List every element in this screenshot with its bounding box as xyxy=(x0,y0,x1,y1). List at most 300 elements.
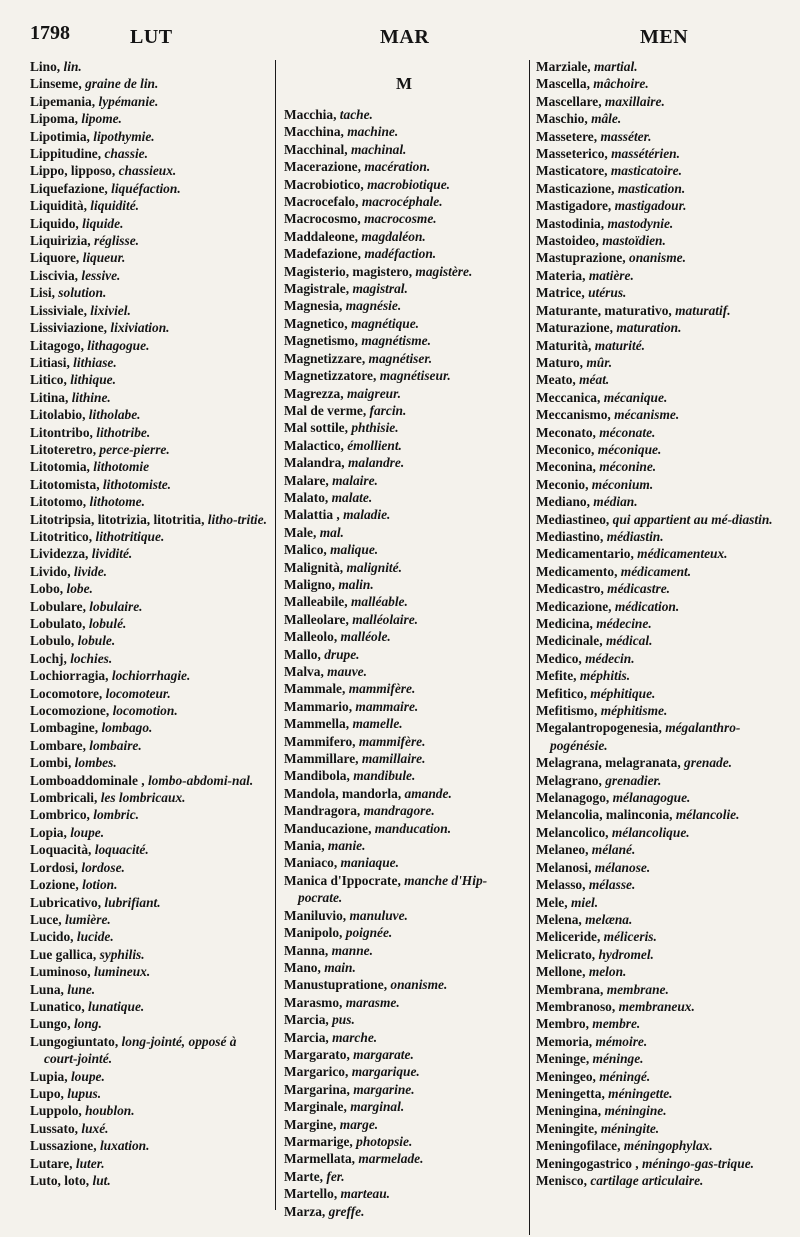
entry-term: Melagrana, melagranata, xyxy=(536,755,681,771)
entry-translation: malignité. xyxy=(346,559,402,575)
dictionary-entry xyxy=(536,650,778,667)
dictionary-entry xyxy=(284,1046,524,1063)
entry-term: Lussazione, xyxy=(30,1138,97,1154)
entry-translation: lobulaire. xyxy=(89,598,143,614)
entry-translation: mastodynie. xyxy=(607,215,674,231)
entry-term: Marcia, xyxy=(284,1012,329,1028)
entry-translation: méconate. xyxy=(599,424,656,440)
entry-translation: lupus. xyxy=(67,1085,102,1101)
dictionary-entry xyxy=(284,123,524,140)
column-divider xyxy=(529,60,530,1235)
entry-term: Lochj, xyxy=(30,650,67,666)
running-headword-left: LUT xyxy=(130,26,173,48)
entry-translation: maniaque. xyxy=(340,855,399,871)
dictionary-entry xyxy=(30,580,270,597)
dictionary-entry xyxy=(536,511,778,528)
entry-term: Mefitico, xyxy=(536,685,587,701)
dictionary-entry xyxy=(536,458,778,475)
entry-term: Martello, xyxy=(284,1186,338,1202)
entry-translation: médication. xyxy=(614,598,680,614)
dictionary-entry xyxy=(536,1102,778,1119)
entry-term: Litico, xyxy=(30,372,67,388)
dictionary-entry xyxy=(536,145,778,162)
dictionary-entry xyxy=(536,876,778,893)
dictionary-entry xyxy=(284,646,524,663)
dictionary-entry xyxy=(536,841,778,858)
entry-translation: matière. xyxy=(588,267,634,283)
dictionary-entry xyxy=(536,580,778,597)
entry-translation: lobulé. xyxy=(88,616,127,631)
entry-term: Masseterico, xyxy=(536,146,608,162)
dictionary-entry xyxy=(284,106,524,123)
dictionary-entry xyxy=(284,245,524,262)
entry-translation: lochies. xyxy=(70,650,113,666)
dictionary-entry xyxy=(284,210,524,227)
dictionary-entry xyxy=(30,128,270,145)
dictionary-entry xyxy=(30,1033,270,1068)
dictionary-entry xyxy=(536,667,778,684)
entry-translation: maigreur. xyxy=(346,385,401,401)
dictionary-entry xyxy=(30,737,270,754)
entry-term: Lucido, xyxy=(30,929,74,945)
dictionary-entry xyxy=(284,141,524,158)
entry-term: Medicamentario, xyxy=(536,546,634,562)
dictionary-entry xyxy=(30,267,270,284)
entry-term: Lordosi, xyxy=(30,859,78,875)
entry-term: Medicastro, xyxy=(536,581,604,597)
entry-term: Luto, loto, xyxy=(30,1173,90,1188)
entry-translation: mécanique. xyxy=(603,389,668,405)
dictionary-entry xyxy=(30,841,270,858)
entry-translation: lobule. xyxy=(77,633,116,649)
dictionary-entry xyxy=(536,563,778,580)
entry-translation: masticatoire. xyxy=(610,163,682,179)
entry-term: Lue gallica, xyxy=(30,946,97,962)
entry-term: Margine, xyxy=(284,1116,337,1132)
dictionary-entry xyxy=(536,267,778,284)
entry-term: Linseme, xyxy=(30,76,82,92)
entry-term: Mano, xyxy=(284,959,321,975)
entry-term: Melaneo, xyxy=(536,842,589,858)
dictionary-entry xyxy=(30,162,270,179)
entry-term: Lobulo, xyxy=(30,633,75,649)
entry-translation: mastigadour. xyxy=(614,198,687,214)
entry-translation: lessive. xyxy=(81,267,121,283)
entry-term: Lippo, lipposo, xyxy=(30,163,116,179)
entry-term: Marza, xyxy=(284,1203,326,1219)
entry-term: Liquido, xyxy=(30,215,79,231)
entry-translation: lin. xyxy=(63,59,82,74)
entry-term: Materia, xyxy=(536,267,586,283)
entry-translation: marginal. xyxy=(350,1099,405,1115)
entry-term: Lunatico, xyxy=(30,998,85,1014)
entry-translation: mâchoire. xyxy=(593,76,649,92)
entry-translation: maturatif. xyxy=(675,302,731,318)
entry-term: Manica d'Ippocrate, xyxy=(284,872,401,888)
entry-term: Litotritico, xyxy=(30,528,93,544)
entry-translation: liquidité. xyxy=(90,198,140,214)
entry-term: Meninge, xyxy=(536,1051,590,1067)
entry-term: Litiasi, xyxy=(30,354,70,370)
dictionary-entry xyxy=(536,632,778,649)
entry-term: Marginale, xyxy=(284,1099,347,1115)
entry-term: Locomotore, xyxy=(30,685,103,701)
dictionary-entry xyxy=(536,1137,778,1154)
entry-translation: loupe. xyxy=(70,1068,105,1084)
entry-term: Male, xyxy=(284,524,317,540)
dictionary-entry xyxy=(30,493,270,510)
dictionary-entry xyxy=(30,754,270,771)
entry-term: Lombricali, xyxy=(30,790,98,806)
entry-translation: mégalanthro-pogénésie. xyxy=(550,720,741,753)
dictionary-entry xyxy=(284,1168,524,1185)
entry-term: Magnetismo, xyxy=(284,333,359,349)
dictionary-entry xyxy=(284,280,524,297)
entry-translation: manie. xyxy=(327,838,366,854)
entry-term: Lombi, xyxy=(30,755,72,771)
dictionary-entry xyxy=(30,1120,270,1137)
entry-translation: malin. xyxy=(338,576,374,592)
entry-term: Macchinal, xyxy=(284,141,348,157)
entry-term: Lipoma, xyxy=(30,111,78,127)
entry-term: Magrezza, xyxy=(284,385,344,401)
dictionary-entry xyxy=(536,702,778,719)
dictionary-entry xyxy=(30,650,270,667)
entry-term: Mediano, xyxy=(536,494,590,510)
dictionary-entry xyxy=(284,506,524,523)
dictionary-entry xyxy=(536,824,778,841)
entry-term: Livido, xyxy=(30,563,71,579)
entry-term: Magnetico, xyxy=(284,315,348,331)
entry-translation: malléable. xyxy=(350,594,408,610)
entry-term: Meccanica, xyxy=(536,389,601,405)
entry-term: Massetere, xyxy=(536,128,598,144)
entry-translation: lipome. xyxy=(81,111,122,127)
entry-term: Litotripsia, litotrizia, litotritia, xyxy=(30,511,205,527)
entry-translation: mâle. xyxy=(591,111,622,127)
dictionary-entry xyxy=(284,698,524,715)
entry-term: Lividezza, xyxy=(30,546,89,562)
entry-translation: lochiorrhagie. xyxy=(111,668,191,684)
entry-term: Margarina, xyxy=(284,1081,350,1097)
entry-translation: malléolaire. xyxy=(352,611,419,627)
entry-term: Malleabile, xyxy=(284,594,348,610)
dictionary-entry xyxy=(30,75,270,92)
entry-translation: macrobiotique. xyxy=(367,176,451,192)
entry-translation: lithine. xyxy=(71,389,111,405)
entry-translation: magnésie. xyxy=(345,298,402,314)
entry-translation: macération. xyxy=(364,159,431,175)
dictionary-entry xyxy=(284,1063,524,1080)
entry-term: Malare, xyxy=(284,472,329,488)
entry-term: Medicinale, xyxy=(536,633,603,649)
dictionary-entry xyxy=(30,58,270,75)
dictionary-entry xyxy=(536,859,778,876)
entry-translation: méphitique. xyxy=(590,685,656,701)
entry-term: Masticazione, xyxy=(536,180,615,196)
dictionary-entry xyxy=(284,802,524,819)
entry-translation: graine de lin. xyxy=(85,76,159,92)
entry-term: Maniaco, xyxy=(284,855,338,871)
dictionary-entry xyxy=(536,337,778,354)
dictionary-entry xyxy=(30,946,270,963)
entry-term: Memoria, xyxy=(536,1033,593,1049)
entry-term: Lutare, xyxy=(30,1155,73,1171)
dictionary-entry xyxy=(284,315,524,332)
entry-term: Magistrale, xyxy=(284,281,350,297)
dictionary-entry xyxy=(284,1203,524,1220)
entry-translation: farcin. xyxy=(369,402,407,418)
entry-translation: amande. xyxy=(404,785,452,801)
entry-translation: marasme. xyxy=(345,994,400,1010)
entry-translation: réglisse. xyxy=(94,233,140,249)
entry-translation: maxillaire. xyxy=(604,93,665,109)
entry-translation: solution. xyxy=(58,285,107,301)
dictionary-entry xyxy=(536,1015,778,1032)
dictionary-entry xyxy=(30,215,270,232)
entry-translation: méningo-gas-trique. xyxy=(642,1155,754,1171)
dictionary-entry xyxy=(536,1085,778,1102)
entry-translation: magdaléon. xyxy=(361,228,426,244)
dictionary-entry xyxy=(30,876,270,893)
entry-translation: magistral. xyxy=(352,281,408,297)
entry-translation: lombes. xyxy=(74,755,117,771)
entry-translation: lumière. xyxy=(64,911,111,927)
entry-translation: manducation. xyxy=(374,820,452,836)
entry-translation: lune. xyxy=(67,981,96,997)
dictionary-entry xyxy=(30,824,270,841)
dictionary-entry xyxy=(536,789,778,806)
entry-translation: qui appartient au mé-diastin. xyxy=(612,511,773,527)
entry-translation: méconine. xyxy=(599,459,657,475)
entry-term: Meningite, xyxy=(536,1120,598,1136)
entry-translation: syphilis. xyxy=(99,946,145,962)
entry-term: Melagrano, xyxy=(536,772,602,788)
entry-term: Macrocefalo, xyxy=(284,194,359,210)
entry-term: Lissiviale, xyxy=(30,302,87,318)
dictionary-entry xyxy=(284,472,524,489)
dictionary-entry xyxy=(536,493,778,510)
entry-term: Marmarige, xyxy=(284,1133,353,1149)
dictionary-entry xyxy=(30,806,270,823)
entry-term: Megalantropogenesia, xyxy=(536,720,662,736)
entry-translation: méningophylax. xyxy=(623,1138,713,1154)
entry-translation: méningette. xyxy=(608,1085,673,1101)
dictionary-entry xyxy=(284,489,524,506)
dictionary-entry xyxy=(30,963,270,980)
entry-term: Litotomia, xyxy=(30,459,90,475)
entry-translation: lithotritique. xyxy=(95,528,165,544)
dictionary-entry xyxy=(536,232,778,249)
dictionary-entry xyxy=(30,424,270,441)
entry-translation: liqueur. xyxy=(82,250,126,266)
dictionary-entry xyxy=(30,319,270,336)
entry-translation: lixiviation. xyxy=(110,320,170,336)
dictionary-entry xyxy=(536,1033,778,1050)
entry-translation: mal. xyxy=(319,524,344,540)
entry-term: Liquirizia, xyxy=(30,233,91,249)
entry-term: Malico, xyxy=(284,542,327,558)
entry-term: Meconina, xyxy=(536,459,596,475)
entry-term: Lisi, xyxy=(30,285,55,301)
dictionary-entry xyxy=(284,437,524,454)
entry-term: Lobulare, xyxy=(30,598,86,614)
entry-term: Malleolo, xyxy=(284,629,338,645)
dictionary-entry xyxy=(284,593,524,610)
dictionary-entry xyxy=(536,806,778,823)
entry-term: Marziale, xyxy=(536,59,591,74)
entry-term: Mastodinia, xyxy=(536,215,605,231)
entry-term: Luminoso, xyxy=(30,964,91,980)
entry-term: Meningofilace, xyxy=(536,1138,621,1154)
entry-term: Mammale, xyxy=(284,681,346,697)
dictionary-entry xyxy=(30,1172,270,1189)
dictionary-entry xyxy=(30,998,270,1015)
entry-term: Malleolare, xyxy=(284,611,349,627)
entry-translation: malandre. xyxy=(348,455,405,471)
entry-translation: mammifère. xyxy=(358,733,426,749)
entry-term: Medicina, xyxy=(536,616,593,631)
dictionary-entry xyxy=(30,1155,270,1172)
entry-term: Mascellare, xyxy=(536,93,602,109)
entry-term: Meliceride, xyxy=(536,929,601,945)
entry-translation: lithagogue. xyxy=(87,337,150,353)
entry-translation: long. xyxy=(73,1016,102,1032)
entry-term: Meccanismo, xyxy=(536,407,611,423)
dictionary-entry xyxy=(536,528,778,545)
entry-translation: mandibule. xyxy=(353,768,416,784)
entry-term: Melicrato, xyxy=(536,946,596,962)
entry-translation: mémoire. xyxy=(595,1033,648,1049)
entry-translation: marmelade. xyxy=(358,1151,424,1167)
dictionary-entry xyxy=(536,424,778,441)
entry-term: Malignità, xyxy=(284,559,344,575)
dictionary-column-3 xyxy=(536,58,778,1189)
entry-translation: méningite. xyxy=(600,1120,660,1136)
entry-term: Mammella, xyxy=(284,716,350,732)
entry-term: Litontribo, xyxy=(30,424,93,440)
entry-translation: hydromel. xyxy=(598,946,654,962)
entry-translation: mélané. xyxy=(591,842,636,858)
dictionary-entry xyxy=(284,158,524,175)
dictionary-entry xyxy=(284,924,524,941)
entry-term: Meningina, xyxy=(536,1103,602,1119)
dictionary-entry xyxy=(536,911,778,928)
entry-translation: mélancolique. xyxy=(611,824,690,840)
entry-translation: phthisie. xyxy=(351,420,399,436)
dictionary-entry xyxy=(30,928,270,945)
entry-translation: pus. xyxy=(332,1012,355,1028)
dictionary-entry xyxy=(30,337,270,354)
dictionary-entry xyxy=(30,371,270,388)
entry-translation: machinal. xyxy=(350,141,407,157)
entry-translation: malate. xyxy=(331,489,373,505)
entry-translation: médecin. xyxy=(585,650,635,666)
entry-translation: mûr. xyxy=(586,354,613,370)
entry-term: Lombagine, xyxy=(30,720,99,736)
dictionary-entry xyxy=(30,302,270,319)
entry-translation: émollient. xyxy=(347,437,402,453)
dictionary-entry xyxy=(30,354,270,371)
dictionary-entry xyxy=(536,998,778,1015)
entry-term: Litolabio, xyxy=(30,407,86,423)
dictionary-entry xyxy=(30,232,270,249)
entry-term: Lubricativo, xyxy=(30,894,102,910)
dictionary-entry xyxy=(284,297,524,314)
entry-translation: méphitis. xyxy=(579,668,631,684)
dictionary-entry xyxy=(284,228,524,245)
dictionary-entry xyxy=(284,1133,524,1150)
dictionary-entry xyxy=(30,632,270,649)
entry-translation: marteau. xyxy=(340,1186,391,1202)
entry-term: Mandibola, xyxy=(284,768,350,784)
dictionary-entry xyxy=(536,1172,778,1189)
entry-translation: liquide. xyxy=(82,215,124,231)
entry-translation: lithotome. xyxy=(89,494,145,510)
entry-translation: chassieux. xyxy=(118,163,177,179)
entry-translation: mélanagogue. xyxy=(612,790,691,806)
entry-translation: membraneux. xyxy=(618,998,695,1014)
entry-term: Menisco, xyxy=(536,1173,587,1188)
entry-term: Lupia, xyxy=(30,1068,68,1084)
entry-translation: mastoïdien. xyxy=(602,233,666,249)
entry-translation: masséter. xyxy=(600,128,652,144)
entry-term: Maturante, maturativo, xyxy=(536,302,672,318)
entry-term: Malandra, xyxy=(284,455,345,471)
entry-translation: long-jointé, opposé à court-jointé. xyxy=(44,1033,237,1067)
entry-term: Mammario, xyxy=(284,698,353,714)
dictionary-entry xyxy=(30,110,270,127)
dictionary-entry xyxy=(284,367,524,384)
entry-term: Meconato, xyxy=(536,424,596,440)
entry-translation: lobe. xyxy=(66,581,93,597)
entry-translation: margarique. xyxy=(351,1064,420,1080)
dictionary-entry xyxy=(30,197,270,214)
entry-term: Mastoideo, xyxy=(536,233,599,249)
entry-term: Meningeo, xyxy=(536,1068,596,1084)
entry-term: Meconico, xyxy=(536,441,595,457)
entry-translation: locomoteur. xyxy=(105,685,171,701)
dictionary-entry xyxy=(536,598,778,615)
entry-term: Margarato, xyxy=(284,1046,350,1062)
entry-term: Liquefazione, xyxy=(30,180,108,196)
entry-term: Marasmo, xyxy=(284,994,343,1010)
dictionary-entry xyxy=(284,193,524,210)
dictionary-entry xyxy=(536,772,778,789)
entry-term: Magnesia, xyxy=(284,298,343,314)
entry-term: Manna, xyxy=(284,942,329,958)
running-header xyxy=(0,22,800,52)
entry-term: Malattia , xyxy=(284,507,340,523)
entry-term: Malato, xyxy=(284,489,329,505)
dictionary-entry xyxy=(284,1029,524,1046)
section-letter: M xyxy=(395,74,413,93)
entry-translation: membre. xyxy=(592,1016,641,1032)
entry-translation: lumineux. xyxy=(94,964,151,980)
entry-term: Margarico, xyxy=(284,1064,349,1080)
dictionary-entry xyxy=(284,942,524,959)
entry-translation: mélancolie. xyxy=(675,807,740,823)
entry-translation: main. xyxy=(324,959,356,975)
dictionary-entry xyxy=(30,772,270,789)
entry-term: Macerazione, xyxy=(284,159,361,175)
dictionary-entry xyxy=(536,476,778,493)
dictionary-entry xyxy=(284,611,524,628)
entry-term: Manducazione, xyxy=(284,820,372,836)
entry-translation: grenadier. xyxy=(605,772,662,788)
dictionary-entry xyxy=(30,476,270,493)
dictionary-entry xyxy=(30,598,270,615)
